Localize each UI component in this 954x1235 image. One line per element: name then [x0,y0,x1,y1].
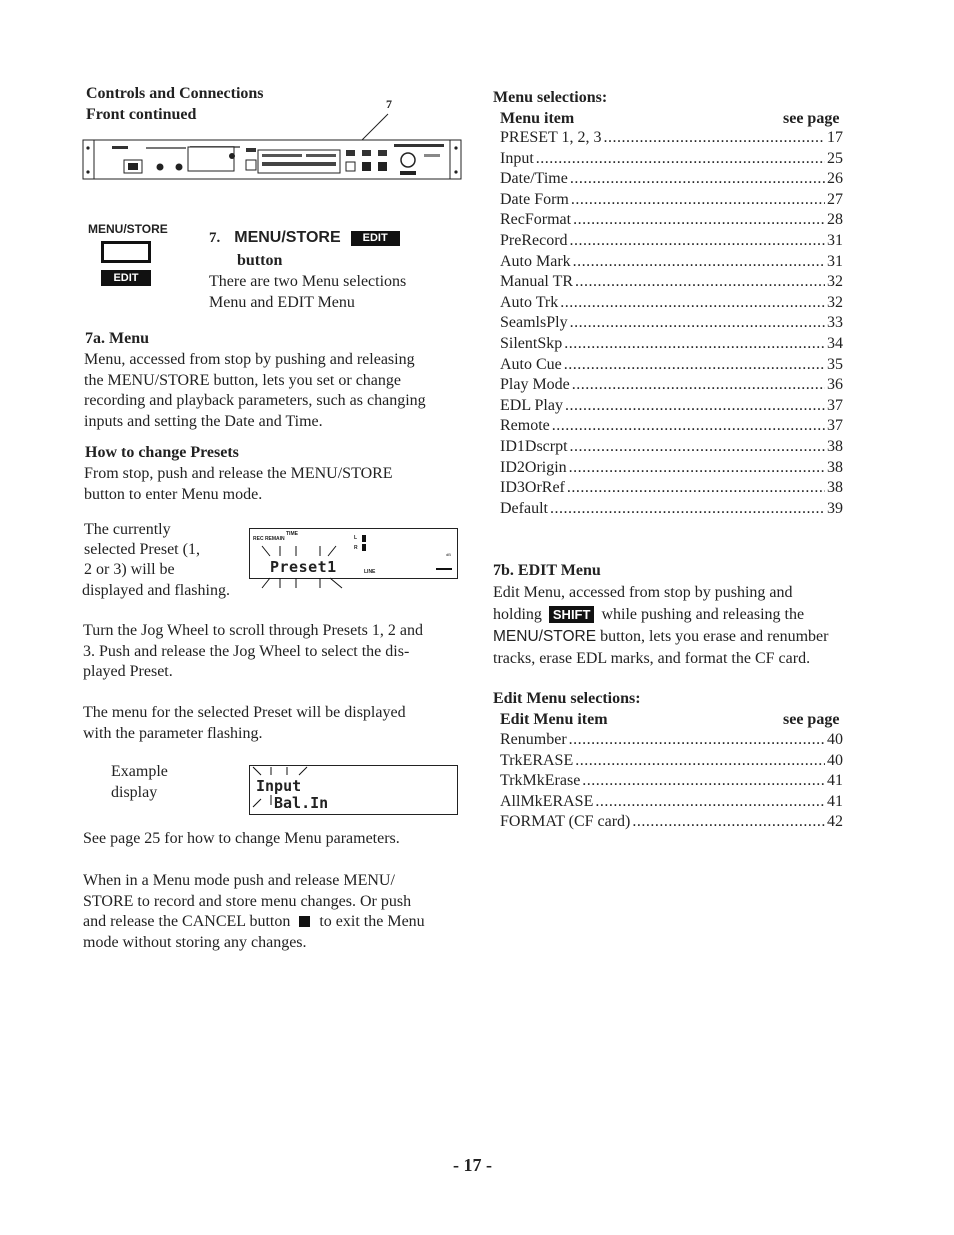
para-line: played Preset. [83,663,173,680]
list-item-label: Auto Mark [500,252,571,270]
list-item [500,416,843,437]
list-item [500,149,843,170]
flash-rays-icon [249,765,319,811]
para-line: STORE to record and store menu changes. Or push [83,892,412,910]
list-item-label: Date/Time [500,170,568,188]
see-page-note: See page 25 for how to change Menu parameters. [83,830,400,847]
list-item-page: 27 [827,190,843,208]
dot-leader [575,751,825,772]
list-item-page: 38 [827,437,843,455]
para-text: button, lets you erase and renumber [596,628,829,645]
list-item [500,792,843,813]
para-line: the MENU/STORE button, lets you set or change [84,371,401,389]
dot-leader [570,231,825,252]
meter-bar-right [362,544,366,551]
section-number: 7. [209,230,221,246]
list-item [500,812,843,833]
para-line: with the parameter flashing. [83,724,263,742]
list-item-page: 38 [827,479,843,497]
time-label: TIME [286,531,298,537]
dot-leader [550,499,825,520]
shift-badge: SHIFT [549,606,595,623]
example-display-label [111,762,168,803]
list-item-page: 37 [827,417,843,435]
list-item [500,396,843,417]
section-7-title [209,229,400,247]
list-item [500,231,843,252]
list-item-label: RecFormat [500,211,572,229]
dot-leader [571,190,825,211]
list-item [500,210,843,231]
menu-store-inline: MENU/STORE [493,628,597,645]
list-item-page: 40 [827,731,843,748]
list-item-page: 41 [827,792,843,810]
see-page-column-header: see page [783,110,840,127]
dot-leader [552,416,825,437]
list-item-label: ID1Dscrpt [500,437,568,455]
para-line: inputs and setting the Date and Time. [84,412,323,430]
dot-leader [569,458,825,479]
list-item [500,751,843,772]
para-line: recording and playback parameters, such as changing [84,392,426,409]
list-item [500,499,843,520]
para-line: The currently [84,521,171,538]
dot-leader [570,169,825,190]
para-line: button to enter Menu mode. [84,485,263,503]
list-item-label: Play Mode [500,376,570,394]
list-item-page: 35 [827,355,843,373]
dot-leader [573,252,825,273]
dot-leader [565,396,825,417]
section-subtitle: button [237,252,283,269]
list-item-label: EDL Play [500,396,563,414]
list-item-label: SeamlsPly [500,314,568,332]
desc-line: There are two Menu selections [209,273,407,290]
dot-leader [569,730,825,751]
list-item-page: 38 [827,458,843,476]
current-preset-paragraph [84,520,230,601]
list-item-label: Auto Trk [500,293,559,311]
label-line: display [111,783,158,801]
para-text: and release the CANCEL button [83,913,291,930]
edit-badge-icon: EDIT [101,270,151,286]
list-item-label: FORMAT (CF card) [500,813,631,831]
list-item [500,730,843,751]
section-7a-heading: 7a. Menu [85,330,149,347]
list-item [500,458,843,479]
list-item-page: 31 [827,252,843,270]
edit-item-column-header: Edit Menu item [500,711,608,728]
menu-display-paragraph [83,703,406,744]
para-line: 3. Push and release the Jog Wheel to select the dis- [83,642,410,660]
edit-badge: EDIT [351,231,400,246]
list-item-page: 31 [827,231,843,249]
list-item-page: 32 [827,293,843,311]
list-item-page: 28 [827,211,843,229]
para-line: When in a Menu mode push and release MENU/ [83,872,395,889]
list-item [500,169,843,190]
list-item-page: 26 [827,170,843,188]
list-item [500,293,843,314]
list-item-label: Input [500,149,534,167]
dot-leader [595,792,825,813]
dot-leader [573,210,825,231]
para-line [83,912,425,933]
list-item [500,272,843,293]
dot-leader [564,334,825,355]
edit-see-page-column-header: see page [783,711,840,728]
db-label: dB [446,552,451,557]
page-number: - 17 - [453,1155,492,1175]
list-item-label: PRESET 1, 2, 3 [500,129,602,146]
para-line [493,626,828,648]
dot-leader [582,771,825,792]
list-item [500,128,843,149]
list-item-label: Default [500,499,548,517]
list-item-label: Renumber [500,731,567,748]
menu-item-column-header: Menu item [500,110,575,127]
section-7b-paragraph [493,582,828,670]
dot-leader [536,149,825,170]
list-item-label: PreRecord [500,231,568,249]
list-item [500,313,843,334]
list-item [500,252,843,273]
callout-number: 7 [386,97,392,111]
list-item [500,478,843,499]
para-text: to exit the Menu [319,913,425,930]
dot-leader [564,355,825,376]
menu-store-icon-label: MENU/STORE [88,222,168,236]
list-item-page: 17 [827,129,843,146]
example-lcd-line2: Bal.In [274,794,329,812]
presets-heading: How to change Presets [85,444,239,461]
stop-square-icon [299,916,310,927]
para-line: Menu, accessed from stop by pushing and releasing [84,351,415,368]
menu-selections-heading: Menu selections: [493,89,608,106]
list-item-label: Manual TR [500,273,574,291]
list-item [500,437,843,458]
list-item [500,355,843,376]
meter-bar-left [362,535,366,542]
jog-wheel-paragraph [83,621,423,683]
section-desc [209,272,406,313]
para-text: while pushing and releasing the [601,606,805,623]
dot-leader [570,313,825,334]
para-text: holding [493,606,542,623]
para-line: From stop, push and release the MENU/STORE [84,465,393,482]
desc-line: Menu and EDIT Menu [209,293,355,311]
r-label: R [354,545,358,551]
menu-selections-list [500,128,843,519]
heading-line-1: Controls and Connections [86,85,264,102]
l-label: L [354,535,358,541]
dot-leader [572,375,825,396]
para-line: mode without storing any changes. [83,933,307,951]
section-7a-paragraph [84,350,464,432]
list-item-label: Remote [500,417,550,435]
list-item [500,375,843,396]
dot-leader [567,478,825,499]
para-line: The menu for the selected Preset will be displayed [83,704,406,721]
section-7b-heading: 7b. EDIT Menu [493,562,601,579]
list-item-page: 40 [827,751,843,769]
dot-leader [560,293,825,314]
preset-lcd-text: Preset1 [270,558,337,576]
lcd-bar [436,568,452,570]
list-item-label: ID3OrRef [500,479,565,497]
edit-selections-heading: Edit Menu selections: [493,690,641,707]
rec-remain-label: REC REMAIN [253,536,285,542]
store-paragraph [83,871,425,953]
presets-paragraph [84,464,393,505]
para-line: displayed and flashing. [82,581,230,599]
list-item-label: SilentSkp [500,334,563,352]
para-line: Edit Menu, accessed from stop by pushing and [493,584,793,601]
list-item-page: 33 [827,314,843,332]
heading-line-2: Front continued [86,106,197,123]
list-item-page: 41 [827,772,843,790]
section-title: MENU/STORE [234,229,341,246]
dot-leader [575,272,825,293]
menu-store-button-icon [101,241,151,263]
para-line [493,604,828,626]
list-item-label: ID2Origin [500,458,567,476]
list-item-label: TrkMkErase [500,772,581,790]
list-item-label: Date Form [500,190,569,208]
list-item-page: 42 [827,813,843,831]
para-line: tracks, erase EDL marks, and format the CF card. [493,650,811,667]
list-item-label: AllMkERASE [500,792,594,810]
list-item-page: 34 [827,334,843,352]
list-item-page: 39 [827,499,843,517]
dot-leader [604,128,826,149]
list-item [500,190,843,211]
line-label: LINE [364,569,376,575]
list-item [500,771,843,792]
list-item-label: TrkERASE [500,751,574,769]
list-item-label: Auto Cue [500,355,562,373]
dot-leader [632,812,825,833]
list-item-page: 32 [827,273,843,291]
list-item-page: 37 [827,396,843,414]
para-line: 2 or 3) will be [84,561,175,579]
dot-leader [570,437,825,458]
device-front-panel-illustration [82,110,464,182]
flash-rays-icon [250,544,350,590]
list-item-page: 36 [827,376,843,394]
edit-selections-list [500,730,843,833]
list-item-page: 25 [827,149,843,167]
label-line: Example [111,763,168,780]
list-item [500,334,843,355]
example-lcd-line1: Input [256,777,302,795]
para-line: selected Preset (1, [84,541,200,559]
para-line: Turn the Jog Wheel to scroll through Presets 1, 2 and [83,622,423,639]
